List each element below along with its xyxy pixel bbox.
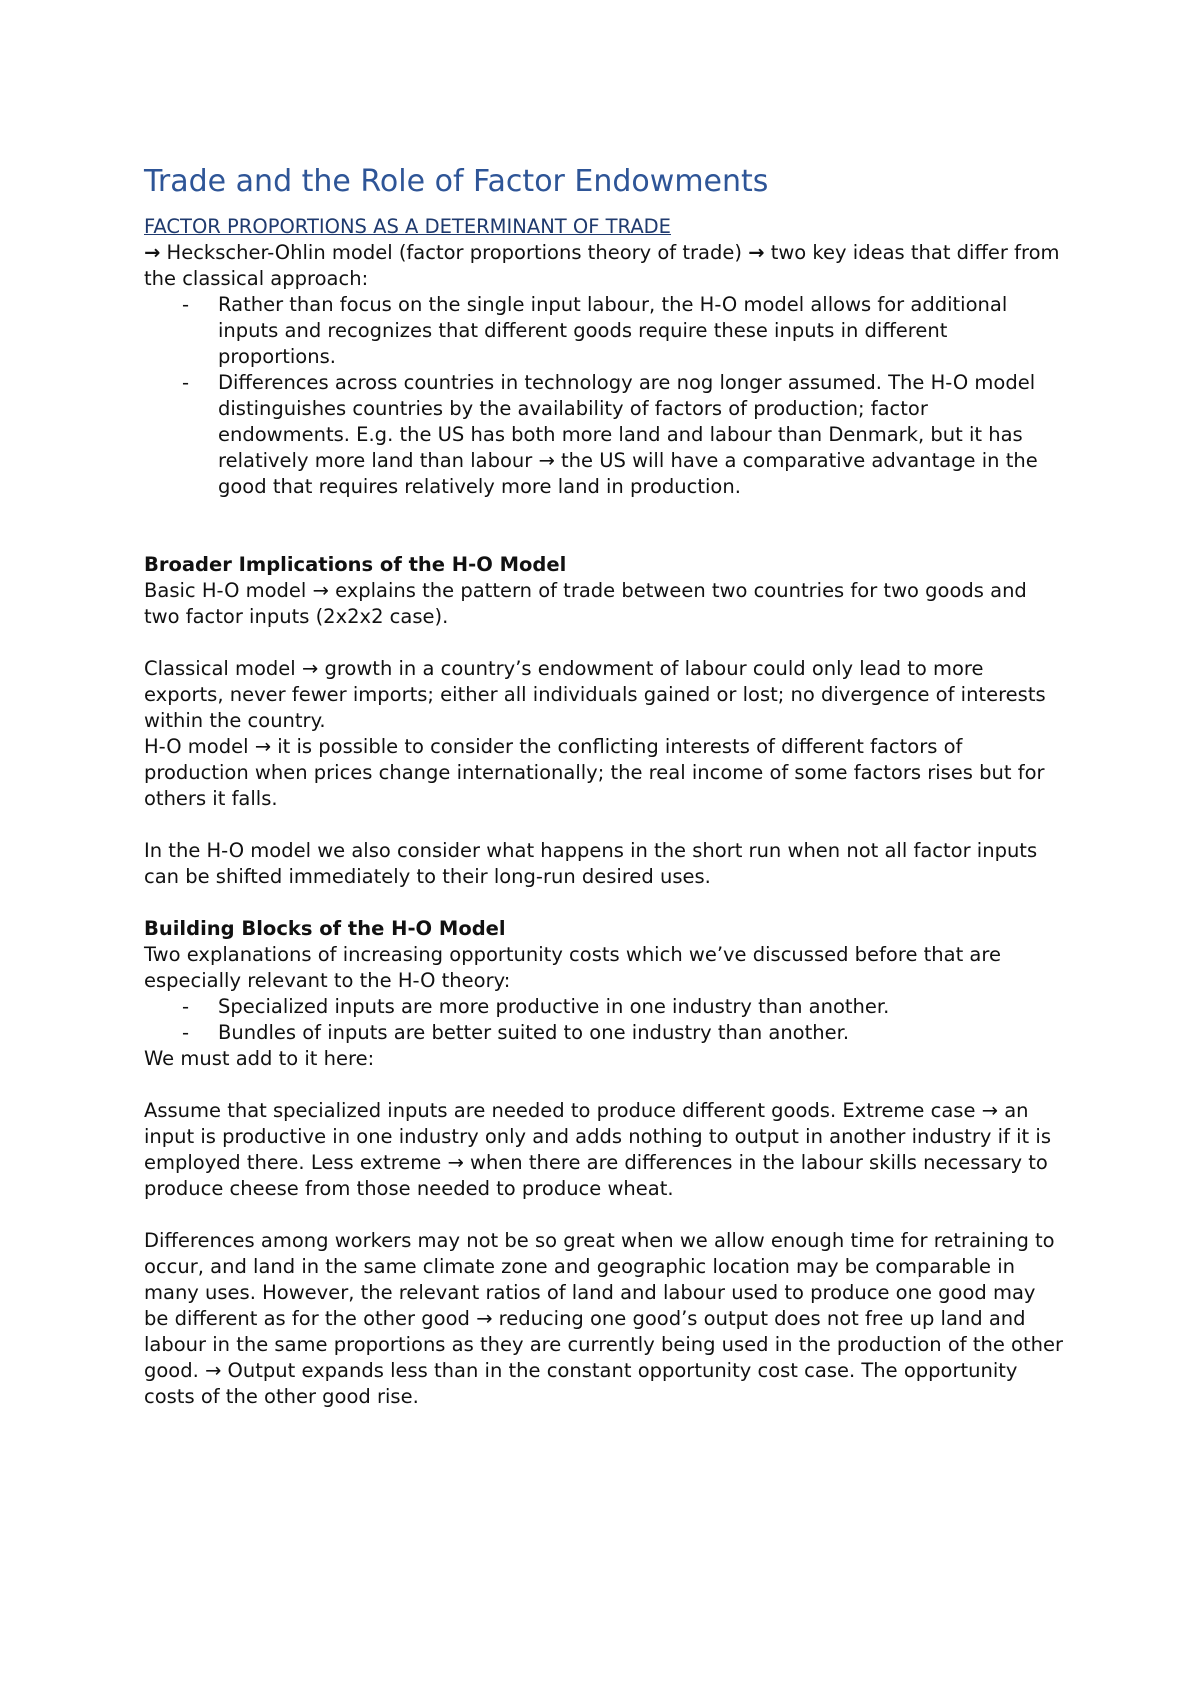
section-heading-factor-proportions: FACTOR PROPORTIONS AS A DETERMINANT OF TRADE [144, 215, 671, 238]
dash-bullet-icon: - [182, 1021, 190, 1044]
spacer [144, 1202, 1064, 1228]
dash-bullet-icon: - [182, 371, 190, 394]
page-title: Trade and the Role of Factor Endowments [144, 164, 769, 199]
paragraph: Differences among workers may not be so great when we allow enough time for retraining to occur, and land in the same climate zone and geographic location may be comparable in many uses. However, the relevant ratios of land and labour used to produce one good may be different as for the other good → reducing one good’s output does not free up land and labour in the same proportions as they are currently being used in the production of the other good. → Output expands less than in the constant opportunity cost case. The opportunity costs of the other good rise. [144, 1229, 1063, 1408]
list-item [144, 994, 1064, 1020]
section-heading-broader-implications: Broader Implications of the H-O Model [144, 553, 567, 576]
arrow-icon: → [144, 241, 161, 264]
section-heading-building-blocks: Building Blocks of the H-O Model [144, 917, 506, 940]
paragraph: H-O model → it is possible to consider the conflicting interests of different factors of production when prices change internationally; the real income of some factors rises but for others it falls. [144, 735, 1045, 810]
intro-text-b: two key ideas that differ from the classical approach: [144, 241, 1060, 290]
spacer [144, 1072, 1064, 1098]
factor-proportions-bullet-list [144, 292, 1064, 500]
paragraph: Assume that specialized inputs are needed to produce different goods. Extreme case → an input is productive in one industry only and adds nothing to output in another industry if it is employed there. Less extreme → when there are differences in the labour skills necessary to produce cheese from those needed to produce wheat. [144, 1099, 1051, 1200]
list-item [144, 370, 1064, 500]
building-blocks-bullet-list [144, 994, 1064, 1046]
list-item-text: Bundles of inputs are better suited to one industry than another. [218, 1021, 850, 1044]
arrow-icon: → [748, 241, 765, 264]
list-item [144, 292, 1064, 370]
list-item [144, 1020, 1064, 1046]
intro-text-a: Heckscher-Ohlin model (factor proportions theory of trade) [160, 241, 749, 264]
spacer [144, 812, 1064, 838]
dash-bullet-icon: - [182, 995, 190, 1018]
paragraph: In the H-O model we also consider what happens in the short run when not all factor inputs can be shifted immediately to their long-run desired uses. [144, 839, 1038, 888]
intro-paragraph [144, 240, 1064, 292]
document-content [144, 162, 1064, 1410]
spacer [144, 630, 1064, 656]
list-item-text: Rather than focus on the single input labour, the H-O model allows for additional inputs and recognizes that different goods require these inputs in different proportions. [218, 293, 1008, 368]
paragraph: Two explanations of increasing opportunity costs which we’ve discussed before that are especially relevant to the H-O theory: [144, 943, 1001, 992]
dash-bullet-icon: - [182, 293, 190, 316]
list-item-text: Differences across countries in technology are nog longer assumed. The H-O model distinguishes countries by the availability of factors of production; factor endowments. E.g. the US has both more land and labour than Denmark, but it has relatively more land than labour → the US will have a comparative advantage in the good that requires relatively more land in production. [218, 371, 1038, 498]
list-item-text: Specialized inputs are more productive in one industry than another. [218, 995, 890, 1018]
paragraph: Classical model → growth in a country’s endowment of labour could only lead to more exports, never fewer imports; either all individuals gained or lost; no divergence of interests within the country. [144, 657, 1046, 732]
spacer [144, 890, 1064, 916]
paragraph: We must add to it here: [144, 1047, 375, 1070]
paragraph: Basic H-O model → explains the pattern of trade between two countries for two goods and two factor inputs (2x2x2 case). [144, 579, 1027, 628]
spacer [144, 500, 1064, 552]
